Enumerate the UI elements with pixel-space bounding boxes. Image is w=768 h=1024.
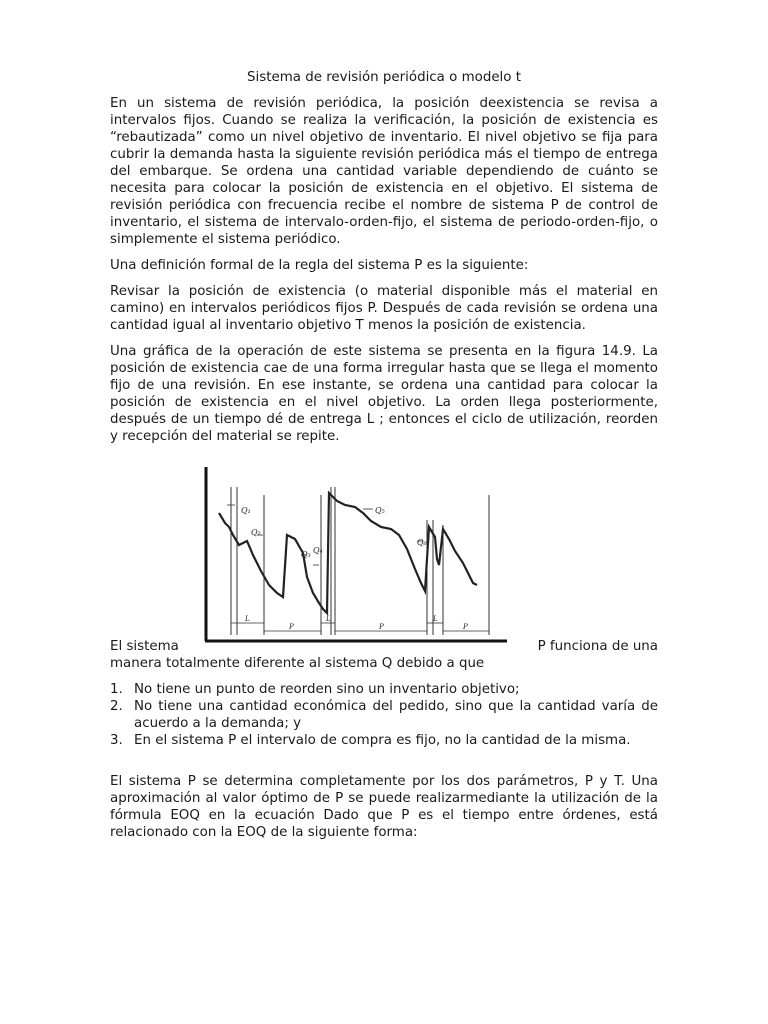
list-item	[110, 732, 658, 749]
paragraph-parameters: El sistema P se determina completamente por los dos parámetros, P y T. Una aproximación al valor óptimo de P se puede realizarmediante la utilización de la fórmula EOQ en la ecuación Dado que P es el tiempo entre órdenes, está relacionado con la EOQ de la siguiente forma:	[110, 774, 658, 840]
paragraph-graph-description: Una gráfica de la operación de este sistema se presenta en la figura 14.9. La posición de existencia cae de una forma irregular hasta que se llega el momento fijo de una revisión. En ese instante, se ordena una cantidad para colocar la posición de existencia en el nivel objetivo. La orden llega posteriormente, después de un tiempo dé de entrega L ; entonces el ciclo de utilización, reorden y recepción del material se repite.	[110, 344, 658, 444]
list-number: 1.	[110, 682, 123, 697]
inventory-figure	[203, 465, 513, 647]
period-label-3: P	[463, 623, 468, 631]
figure-row	[110, 465, 658, 670]
inline-text-line2: manera totalmente diferente al sistema Q debido a que	[110, 656, 485, 671]
q2-label: Q₂	[251, 528, 261, 537]
q5-label: Q₅	[375, 506, 385, 515]
list-number: 3.	[110, 733, 123, 748]
list-text: En el sistema P el intervalo de compra es fijo, no la cantidad de la misma.	[134, 733, 631, 748]
document-title: Sistema de revisión periódica o modelo t	[247, 70, 521, 85]
q3-label: Q₃	[301, 550, 311, 559]
lead-time-label-2: L	[326, 615, 331, 623]
paragraph-intro: En un sistema de revisión periódica, la posición deexistencia se revisa a intervalos fijos. Cuando se realiza la verificación, la posición de existencia es “rebautizada” como un nivel objetivo de inventario. El nivel objetivo se fija para cubrir la demanda hasta la siguiente revisión periódica más el tiempo de entrega del embarque. Se ordena una cantidad variable dependiendo de cuánto se necesita para colocar la posición de existencia en el objetivo. El sistema de revisión periódica con frecuencia recibe el nombre de sistema P de control de inventario, el sistema de intervalo-orden-fijo, el sistema de periodo-orden-fijo, o simplemente el sistema periódico.	[110, 96, 658, 247]
q4-label: Q₄	[313, 546, 323, 555]
inline-text-right: P funciona de una	[537, 639, 658, 654]
inline-text-left: El sistema	[110, 639, 179, 654]
q1-label: Q₁	[241, 506, 251, 515]
list-text: No tiene un punto de reorden sino un inventario objetivo;	[134, 682, 520, 697]
list-number: 2.	[110, 699, 123, 714]
differences-list	[110, 681, 658, 749]
paragraph-definition-lead: Una definición formal de la regla del sistema P es la siguiente:	[110, 258, 529, 273]
q6-label: Q₆	[417, 538, 427, 547]
lead-time-label-3: L	[433, 615, 438, 623]
inventory-position-curve	[219, 493, 477, 613]
interval-arrows	[231, 623, 489, 631]
review-lines	[231, 487, 489, 635]
period-label-1: P	[289, 623, 294, 631]
list-text: No tiene una cantidad económica del pedido, sino que la cantidad varía de acuerdo a la demanda; y	[134, 699, 658, 731]
list-item	[110, 681, 658, 698]
lead-time-label-1: L	[245, 615, 250, 623]
period-label-2: P	[379, 623, 384, 631]
list-item	[110, 698, 658, 732]
paragraph-rule: Revisar la posición de existencia (o material disponible más el material en camino) en intervalos periódicos fijos P. Después de cada revisión se ordena una cantidad igual al inventario objetivo T menos la posición de existencia.	[110, 284, 658, 333]
